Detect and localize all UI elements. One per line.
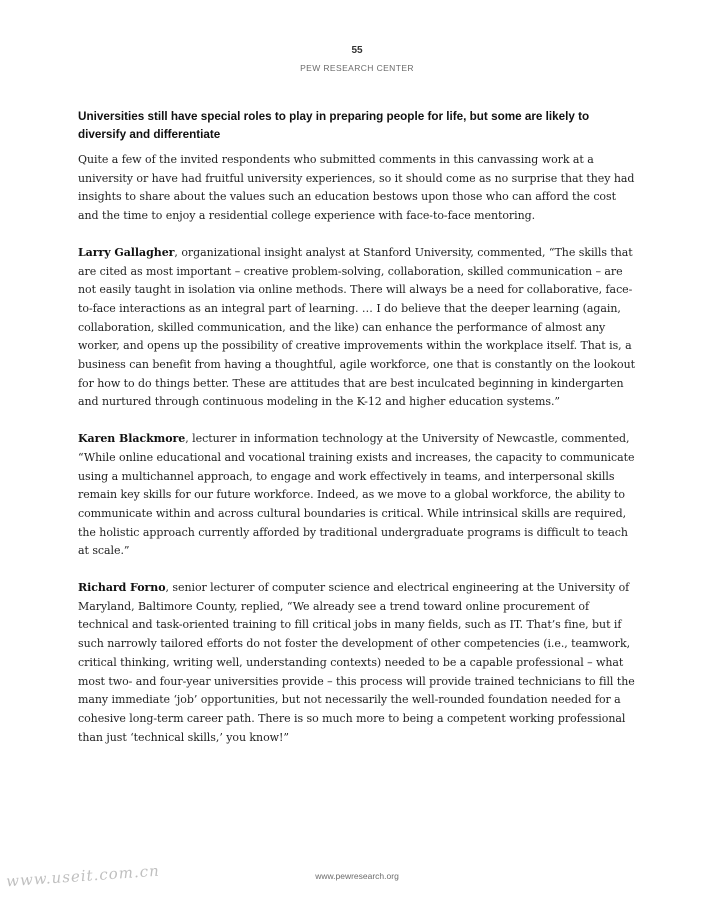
paragraph-text: , lecturer in information technology at the University of Newcastle, commented, “While online educational and vocational training exists and increases, the capacity to communicate using a multichannel approach, to engage and work effectively in teams, and interpersonal skills remain key skills for our future workforce. Indeed, as we move to a global workforce, the ability to communicate within and across cultural boundaries is critical. While intrinsical skills are required, the holistic approach currently afforded by traditional undergraduate programs is difficult to teach at scale.” <box>78 432 635 558</box>
footer-url: www.pewresearch.org <box>315 871 399 881</box>
organization-header: PEW RESEARCH CENTER <box>300 63 414 73</box>
watermark: www.useit.com.cn <box>5 861 161 891</box>
paragraph-text: Quite a few of the invited respondents who submitted comments in this canvassing work at a university or have had fruitful university experiences, so it should come as no surprise that they had insights to share about the values such an education bestows upon those who can afford the cost and the time to enjoy a residential college experience with face-to-face mentoring. <box>78 153 635 223</box>
respondent-name: Karen Blackmore <box>78 432 186 446</box>
section-title: Universities still have special roles to play in preparing people for life, but some are likely to diversify and differentiate <box>78 110 590 141</box>
respondent-name: Larry Gallagher <box>78 245 175 259</box>
intro-paragraph <box>78 151 638 226</box>
paragraph-text: , senior lecturer of computer science and electrical engineering at the University of Maryland, Baltimore County, replied, “We already see a trend toward online procurement of technical and task-oriented training to fill critical jobs in many fields, such as IT. That’s fine, but if such narrowly tailored efforts do not foster the development of other competencies (i.e., teamwork, critical thinking, writing well, understanding contexts) needed to be a capable professional – what most two- and four-year universities provide – this process will provide trained technicians to fill the many immediate ‘job’ opportunities, but not necessarily the well-rounded foundation needed for a cohesive long-term career path. There is so much more to being a competent working professional than just ‘technical skills,’ you know!” <box>78 581 635 744</box>
respondent-name: Richard Forno <box>78 581 166 595</box>
paragraph-text: , organizational insight analyst at Stanford University, commented, “The skills that are cited as most important – creative problem-solving, collaboration, skilled communication – are not easily taught in isolation via online methods. There will always be a need for collaborative, face-to-face interactions as an integral part of learning. … I do believe that the deeper learning (again, collaboration, skilled communication, and the like) can enhance the performance of almost any worker, and opens up the possibility of creative improvements within the workplace itself. That is, a business can benefit from having a thoughtful, agile workforce, one that is constantly on the lookout for how to do things better. These are attitudes that are best inculcated beginning in kindergarten and nurtured through continuous modeling in the K-12 and higher education systems.” <box>78 245 635 409</box>
page-number: 55 <box>351 45 363 56</box>
quote-paragraph-richard-forno <box>78 579 638 747</box>
document-body <box>78 108 638 765</box>
quote-paragraph-karen-blackmore <box>78 430 638 561</box>
quote-paragraph-larry-gallagher <box>78 244 638 412</box>
